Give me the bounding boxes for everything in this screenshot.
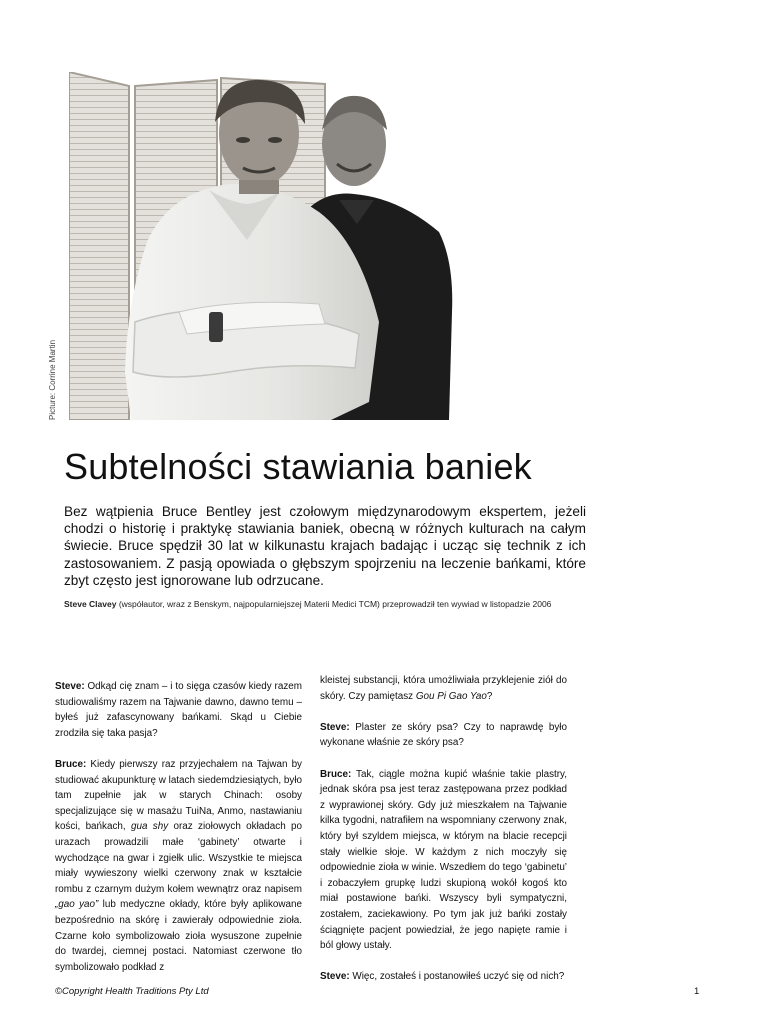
- interview-photo: [69, 72, 454, 420]
- text-column-left: [55, 679, 302, 975]
- paragraph: Steve: Odkąd cię znam – i to sięga czasów kiedy razem studiowaliśmy razem na Tajwanie dawno, dawno temu – byłeś już zafascynowany bańkami. Skąd u Ciebie zrodziła się taka pasja?: [55, 681, 302, 739]
- speaker-label: Steve:: [55, 681, 85, 692]
- article-lead: Bez wątpienia Bruce Bentley jest czołowym międzynarodowym ekspertem, jeżeli chodzi o historię i praktykę stawiania baniek, obecną w różnych kulturach na całym świecie. Bruce spędził 30 lat w kilkunastu krajach badając i ucząc się technik z ich zastosowaniem. Z pasją opowiada o głębszym spojrzeniu na leczenie bańkami, które zbyt często jest ignorowane lub odrzucane.: [64, 504, 586, 588]
- page-number: 1: [694, 986, 700, 997]
- copyright-footer: ©Copyright Health Traditions Pty Ltd: [55, 986, 209, 997]
- text-column-right: [320, 673, 567, 985]
- paragraph: Steve: Plaster ze skóry psa? Czy to naprawdę było wykonane właśnie ze skóry psa?: [320, 721, 567, 749]
- paragraph: Bruce: Kiedy pierwszy raz przyjechałem na Tajwan by studiować akupunkturę w latach siedemdziesiątych, było tam zupełnie jak w starych Chinach: osoby specjalizujące się w masażu TuiNa, Anmo, nastawianiu kości, bańkach, gua shy oraz ziołowych okładach po urazach prowadzili małe ‘gabinety’ otwarte i wychodzące na gwar i zgiełk ulic. Wszystkie te miejsca miały wywieszony wielki czerwony znak w kształcie rombu z czarnym dużym kołem wewnątrz oraz napisem „gao yao” lub medyczne okłady, które były aplikowane bezpośrednio na skórę i zawierały odpowiednie zioła. Czarne koło symbolizowało zioła wysuszone zupełnie do twardej, ciemnej postaci. Natomiast czerwone tło symbolizowało podkład z: [55, 758, 303, 973]
- byline-text: (współautor, wraz z Benskym, najpopularniejszej Materii Medici TCM) przeprowadził ten wywiad w listopadzie 2006: [116, 599, 552, 609]
- speaker-label: Bruce:: [55, 758, 87, 770]
- paragraph: Bruce: Tak, ciągle można kupić właśnie takie plastry, jednak skóra psa jest teraz zastępowana przez podkład z wyprawionej skóry. Gdy już mieszkałem na Tajwanie kilka tygodni, natrafiłem na wspomniany czerwony znak, który był szyldem miejsca, w którym na blacie recepcji stały wielkie słoje. W każdym z nich moczyły się odpowiednie zioła w winie. Wszedłem do tego ‘gabinetu’ i zobaczyłem grupkę ludzi skupioną wokół kogoś kto miał postawione bańki. Wszyscy byli sympatyczni, zostałem, zaciekawiony. Po tym jak już bańki zostały ściągnięte pacjent powiedział, że jego napięte ramie i ból głowy ustały.: [320, 768, 567, 952]
- paragraph: kleistej substancji, która umożliwiała przyklejenie ziół do skóry. Czy pamiętasz Gou Pi Gao Yao?: [320, 675, 567, 702]
- speaker-label: Bruce:: [320, 768, 352, 780]
- speaker-label: Steve:: [320, 971, 350, 983]
- article-title: Subtelności stawiania baniek: [64, 446, 532, 487]
- paragraph: Steve: Więc, zostałeś i postanowiłeś uczyć się od nich?: [320, 971, 565, 983]
- byline-author: Steve Clavey: [64, 599, 117, 609]
- speaker-label: Steve:: [320, 721, 350, 733]
- byline: [64, 598, 624, 610]
- photo-credit: Picture: Corrine Martin: [48, 339, 57, 420]
